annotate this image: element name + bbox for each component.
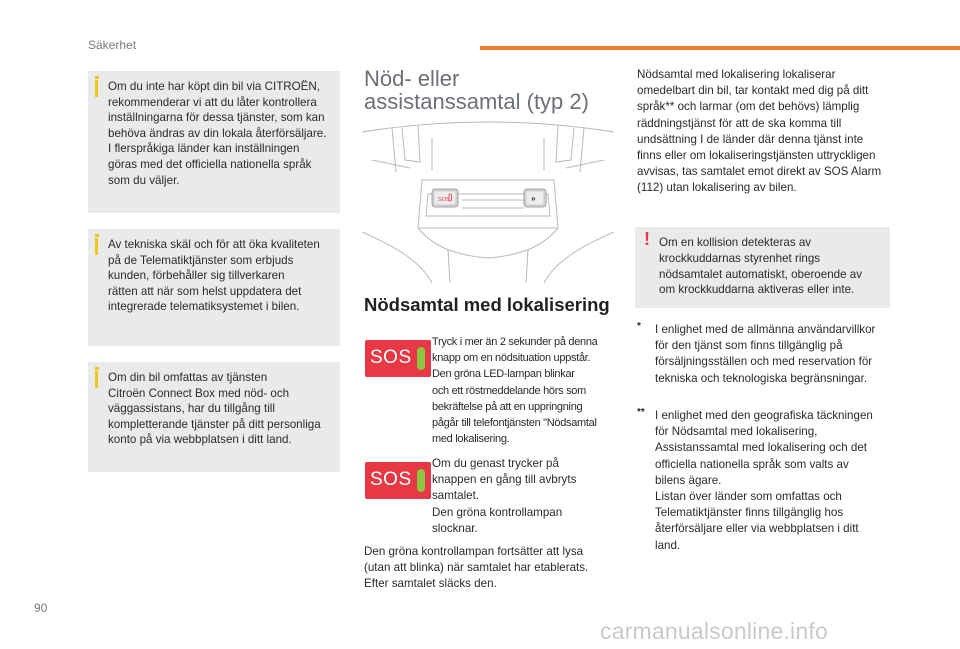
info-box-dealer [88,71,340,213]
warning-box [635,227,890,308]
watermark: carmanualsonline.info [600,618,828,644]
text-line: behöva ändras av din lokala återförsäljare. [108,126,327,140]
sos-label: SOS [370,347,412,368]
overhead-console-illustration [362,120,614,285]
info-text-dealer [108,79,330,188]
text-line: officiella nationella språk som valts av [655,457,849,471]
text-line: finns eller om lokaliseringstjänsten uttryckligen [637,149,876,163]
text-line: Av tekniska skäl och för att öka kvaliteten [108,238,320,251]
section-heading: Nödsamtal med lokalisering [364,294,610,315]
text-line: göras med det officiella nationella språk [108,157,312,171]
text-line: omedelbart din bil, tar kontakt med dig på ditt [637,84,869,98]
text-line: bilens ägare. [655,473,722,487]
sos-label: SOS [370,469,412,490]
text-line: pågår till telefontjänsten "Nödsamtal [432,417,597,430]
text-line: Den gröna kontrollampan [432,505,563,519]
text-line: språk** och larmar (om det behövs) lämplig [637,100,860,114]
text-line: Den gröna LED-lampan blinkar [432,368,575,381]
step-cancel-text [432,456,612,537]
text-line: för Nödsamtal med lokalisering, [655,425,818,439]
footnote-marker: ** [637,407,645,418]
footnote-text [655,408,892,554]
text-line: Efter samtalet släcks den. [364,577,497,591]
text-line: Om du genast trycker på [432,457,559,470]
footnote-2 [637,408,892,554]
text-line: Nödsamtal med lokalisering lokaliserar [637,68,836,81]
text-line: som du väljer. [108,173,180,187]
text-line: (112) utan lokalisering av bilen. [637,181,797,195]
text-line: rekommenderar vi att du låter kontrollera [108,95,317,109]
text-line: försäljningsställen och med reservation för [655,355,873,369]
text-line: med lokalisering. [432,433,510,446]
info-text-technical [108,237,330,315]
text-line: integrerade telematiksystemet i bilen. [108,300,300,314]
warning-icon: ! [644,229,650,249]
text-line: (utan att blinka) när samtalet har etablerats. [364,561,589,575]
text-line: tekniska och teknologiska begränsningar. [655,371,868,385]
assistance-illustration-label: » [531,194,536,203]
sos-button-icon [365,340,431,377]
page-number: 90 [34,601,48,615]
green-led-icon [417,469,425,492]
info-icon [95,371,98,388]
text-line: Tryck i mer än 2 sekunder på denna [432,336,598,348]
sos-button-icon [365,462,431,499]
text-line: konto på via webbplatsen i ditt land. [108,433,292,447]
info-icon [95,80,98,97]
text-line: återförsäljare eller via webbplatsen i ditt [655,522,859,536]
header-accent-rule [480,46,960,50]
intro-paragraph [637,67,897,197]
text-line: räddningstjänst för att de ska komma till [637,116,842,130]
step-press-text [432,334,612,447]
closing-paragraph [364,544,614,593]
text-line: krockkuddarnas styrenhet rings [659,251,821,265]
text-line: knappen en gång till avbryts [432,473,577,487]
green-led-icon [417,347,425,370]
text-line: knapp om en nödsituation uppstår. [432,352,591,365]
text-line: avvisas, tas samtalet emot direkt av SOS Alarm [637,165,882,179]
info-icon [95,238,98,255]
text-line: I enlighet med den geografiska täckningen [655,409,873,422]
text-line: och ett röstmeddelande hörs som [432,384,586,397]
text-line: slocknar. [432,521,478,535]
info-text-connect-box [108,370,330,448]
text-line: undsättning I de länder där denna tjänst inte [637,132,864,146]
info-box-connect-box [88,362,340,472]
info-box-technical [88,229,340,346]
text-line: Assistanssamtal med lokalisering och det [655,441,868,455]
text-line: kunden, förbehåller sig tillverkaren [108,269,285,283]
text-line: Listan över länder som omfattas och [655,490,842,504]
text-line: I flerspråkiga länder kan inställningen [108,142,300,156]
footnote-1 [637,322,892,387]
page-title: Nöd- eller assistanssamtal (typ 2) [364,66,589,114]
warning-text [659,235,880,298]
sos-illustration-label: SOS [438,197,450,203]
text-line: bekräftelse på att en uppringning [432,400,583,413]
footnote-text [655,322,892,387]
text-line: Om en kollision detekteras av [659,236,812,249]
text-line: Om din bil omfattas av tjänsten [108,371,268,384]
text-line: Den gröna kontrollampan fortsätter att lysa [364,545,584,558]
text-line: kompletterande tjänster på ditt personliga [108,417,321,431]
text-line: Om du inte har köpt din bil via CITROËN, [108,80,320,93]
text-line: på de Telematiktjänster som erbjuds [108,253,294,267]
text-line: för den tjänst som finns tillgänglig på [655,339,843,353]
section-label: Säkerhet [88,38,137,52]
text-line: inställningarna för dessa tjänster, som kan [108,111,325,125]
text-line: I enlighet med de allmänna användarvillkor [655,323,876,336]
text-line: om krockkuddarna aktiveras eller inte. [659,283,855,297]
footnote-marker: * [637,321,641,332]
text-line: Telematiktjänster finns tillgänglig hos [655,506,844,520]
text-line: nödsamtalet automatiskt, oberoende av [659,267,863,281]
text-line: samtalet. [432,489,480,503]
text-line: land. [655,538,681,552]
text-line: rätten att när som helst uppdatera det [108,284,302,298]
text-line: väggassistans, har du tillgång till [108,402,275,416]
text-line: Citroën Connect Box med nöd- och [108,386,290,400]
